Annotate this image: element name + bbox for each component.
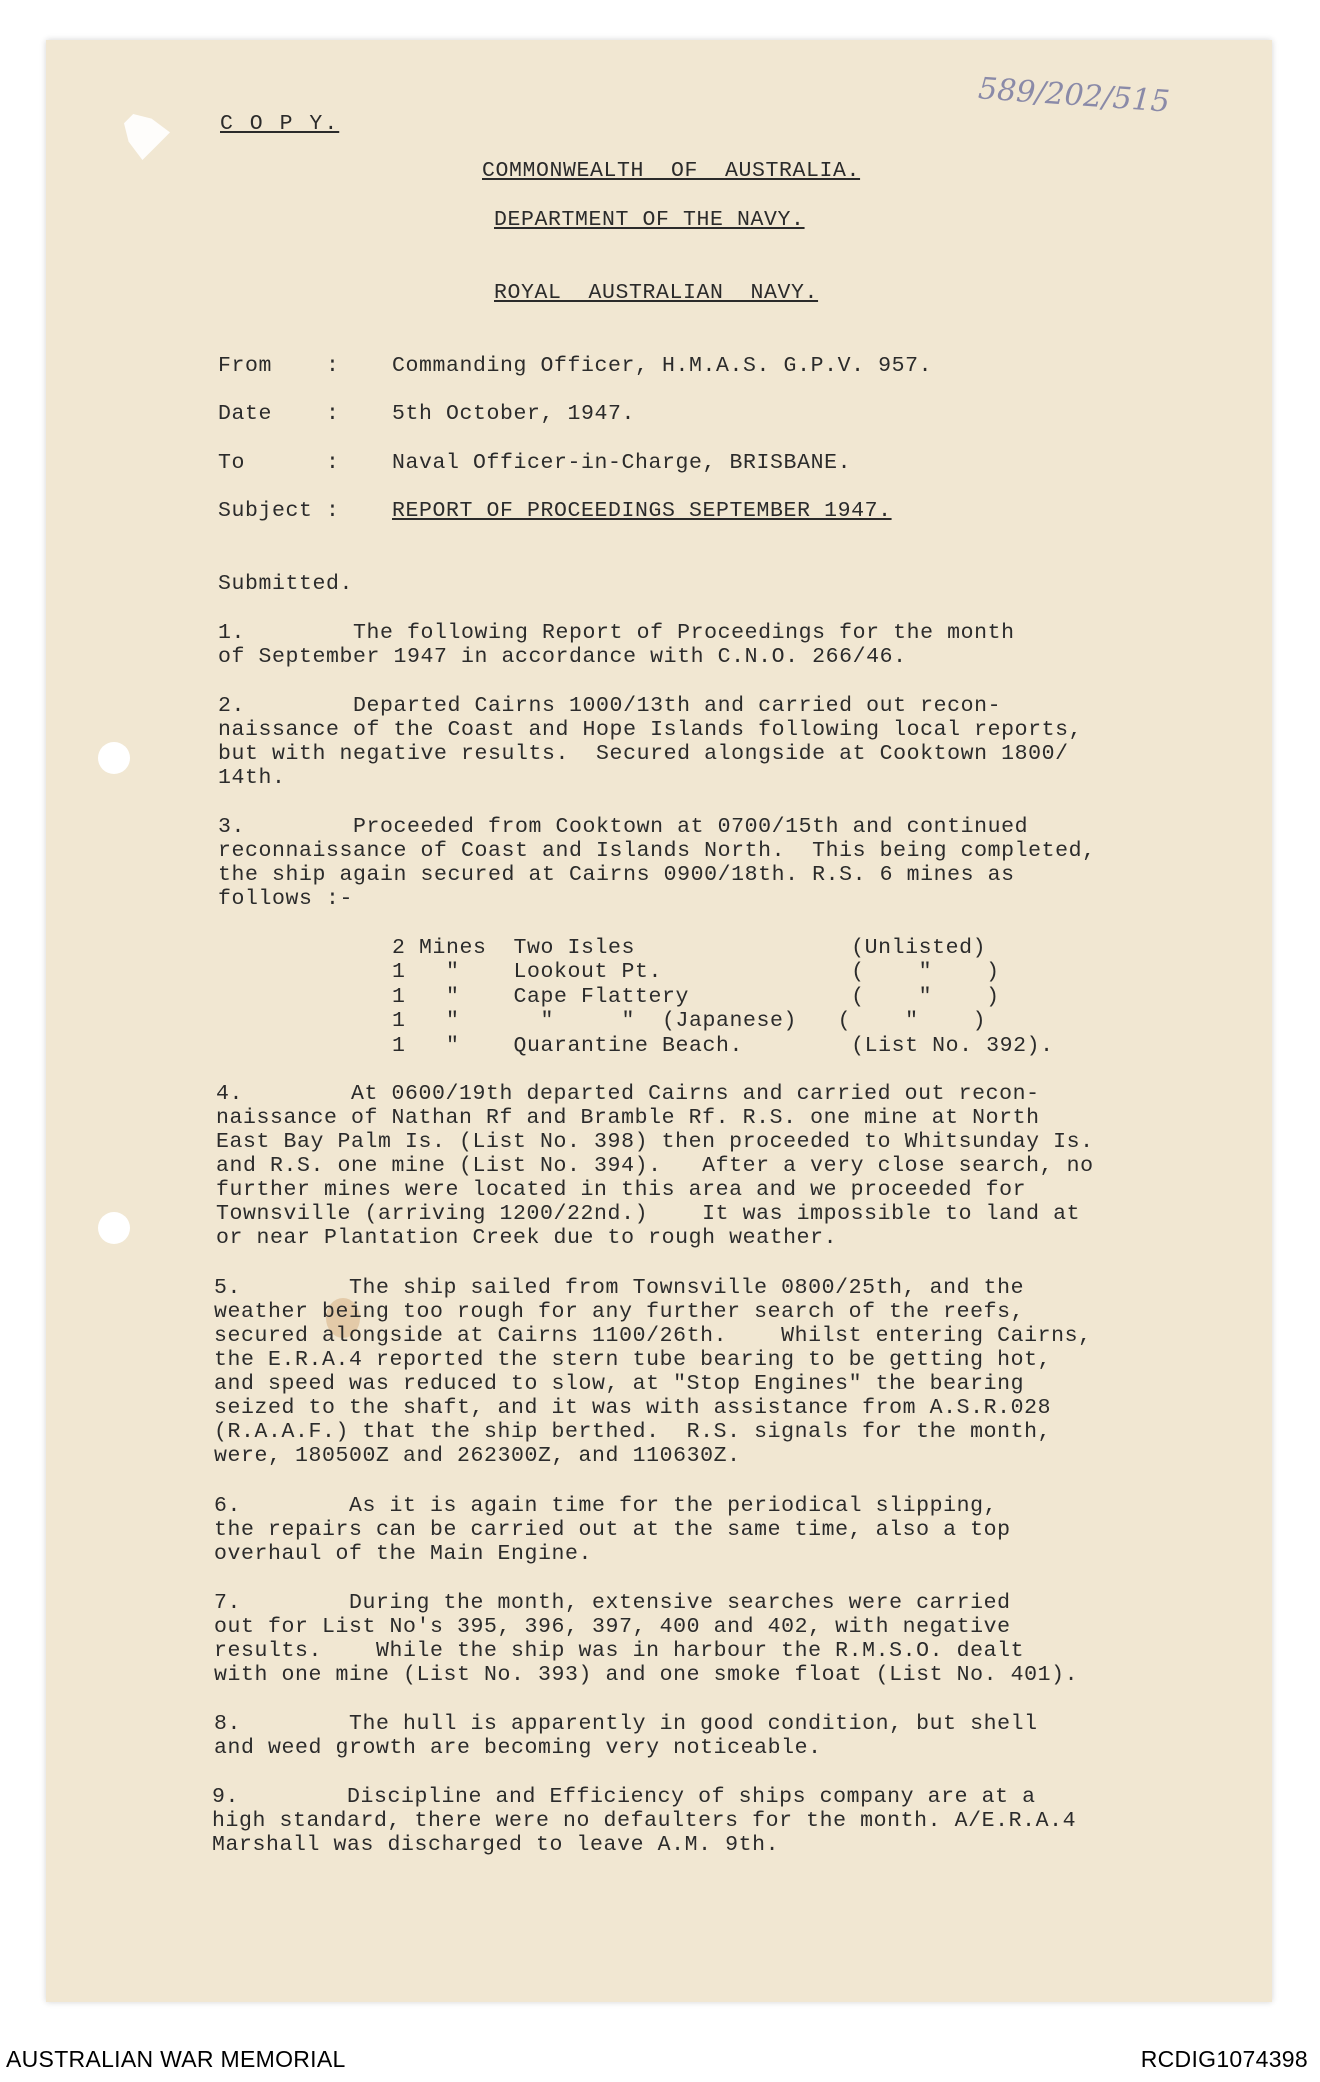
- paragraph-line: but with negative results. Secured alongside at Cooktown 1800/: [218, 742, 1069, 766]
- submitted-line: Submitted.: [218, 572, 354, 596]
- paragraph-line: and R.S. one mine (List No. 394). After a very close search, no: [216, 1154, 1094, 1178]
- paragraph-line: (R.A.A.F.) that the ship berthed. R.S. signals for the month,: [214, 1420, 1052, 1444]
- paragraph-line: high standard, there were no defaulters for the month. A/E.R.A.4: [212, 1809, 1077, 1833]
- paragraph-line: overhaul of the Main Engine.: [214, 1542, 593, 1566]
- paragraph-line: Townsville (arriving 1200/22nd.) It was impossible to land at: [216, 1202, 1081, 1226]
- paragraph-line: East Bay Palm Is. (List No. 398) then proceeded to Whitsunday Is.: [216, 1130, 1094, 1154]
- paragraph-line: naissance of the Coast and Hope Islands following local reports,: [218, 718, 1083, 742]
- paragraph-line: 5. The ship sailed from Townsville 0800/25th, and the: [214, 1276, 1025, 1300]
- to-label: To :: [218, 451, 340, 475]
- heading-department: DEPARTMENT OF THE NAVY.: [494, 208, 805, 232]
- date-value: 5th October, 1947.: [392, 402, 636, 426]
- paragraph-line: the E.R.A.4 reported the stern tube bearing to be getting hot,: [214, 1348, 1052, 1372]
- subject-value: REPORT OF PROCEEDINGS SEPTEMBER 1947.: [392, 499, 892, 523]
- paragraph-line: of September 1947 in accordance with C.N.O. 266/46.: [218, 645, 907, 669]
- paragraph-line: 2. Departed Cairns 1000/13th and carried out recon-: [218, 694, 1002, 718]
- paragraph-line: out for List No's 395, 396, 397, 400 and 402, with negative: [214, 1615, 1011, 1639]
- paragraph-line: follows :-: [218, 887, 354, 911]
- paragraph-line: were, 180500Z and 262300Z, and 110630Z.: [214, 1444, 741, 1468]
- heading-commonwealth: COMMONWEALTH OF AUSTRALIA.: [482, 159, 861, 183]
- footer-source: AUSTRALIAN WAR MEMORIAL: [6, 2046, 346, 2072]
- paragraph-line: 7. During the month, extensive searches were carried: [214, 1591, 1011, 1615]
- paragraph-line: further mines were located in this area and we proceeded for: [216, 1178, 1027, 1202]
- from-value: Commanding Officer, H.M.A.S. G.P.V. 957.: [392, 354, 933, 378]
- mine-row: 1 " " " (Japanese) ( " ): [392, 1009, 987, 1033]
- paragraph-line: and weed growth are becoming very noticeable.: [214, 1736, 822, 1760]
- paragraph-line: and speed was reduced to slow, at "Stop Engines" the bearing: [214, 1372, 1025, 1396]
- paragraph-line: or near Plantation Creek due to rough weather.: [216, 1226, 838, 1250]
- torn-corner: [124, 114, 170, 160]
- to-value: Naval Officer-in-Charge, BRISBANE.: [392, 451, 852, 475]
- date-label: Date :: [218, 402, 340, 426]
- mine-row: 1 " Quarantine Beach. (List No. 392).: [392, 1034, 1054, 1058]
- paragraph-line: the ship again secured at Cairns 0900/18th. R.S. 6 mines as: [218, 863, 1015, 887]
- paragraph-line: 9. Discipline and Efficiency of ships company are at a: [212, 1785, 1036, 1809]
- paragraph-line: weather being too rough for any further search of the reefs,: [214, 1300, 1025, 1324]
- paragraph-line: 4. At 0600/19th departed Cairns and carried out recon-: [216, 1082, 1040, 1106]
- paragraph-line: the repairs can be carried out at the same time, also a top: [214, 1518, 1011, 1542]
- punch-hole: [98, 742, 130, 774]
- paragraph-line: 14th.: [218, 766, 286, 790]
- paragraph-line: 1. The following Report of Proceedings for the month: [218, 621, 1015, 645]
- copy-label: C O P Y.: [220, 112, 340, 136]
- paragraph-line: 8. The hull is apparently in good condition, but shell: [214, 1712, 1038, 1736]
- paragraph-line: with one mine (List No. 393) and one smoke float (List No. 401).: [214, 1663, 1079, 1687]
- paragraph-line: results. While the ship was in harbour the R.M.S.O. dealt: [214, 1639, 1025, 1663]
- paragraph-line: reconnaissance of Coast and Islands North. This being completed,: [218, 839, 1096, 863]
- document-page: [46, 40, 1272, 2002]
- from-label: From :: [218, 354, 340, 378]
- paragraph-line: seized to the shaft, and it was with assistance from A.S.R.028: [214, 1396, 1052, 1420]
- paragraph-line: Marshall was discharged to leave A.M. 9th.: [212, 1833, 780, 1857]
- file-reference: 589/202/515: [977, 71, 1171, 120]
- heading-ran: ROYAL AUSTRALIAN NAVY.: [494, 281, 819, 305]
- mine-row: 1 " Cape Flattery ( " ): [392, 985, 1000, 1009]
- mine-row: 1 " Lookout Pt. ( " ): [392, 960, 1000, 984]
- subject-label: Subject :: [218, 499, 340, 523]
- punch-hole: [98, 1212, 130, 1244]
- footer-record-id: RCDIG1074398: [1140, 2046, 1308, 2072]
- paragraph-line: secured alongside at Cairns 1100/26th. Whilst entering Cairns,: [214, 1324, 1092, 1348]
- paragraph-line: 6. As it is again time for the periodical slipping,: [214, 1494, 998, 1518]
- paragraph-line: 3. Proceeded from Cooktown at 0700/15th and continued: [218, 815, 1029, 839]
- paragraph-line: naissance of Nathan Rf and Bramble Rf. R.S. one mine at North: [216, 1106, 1040, 1130]
- mine-row: 2 Mines Two Isles (Unlisted): [392, 936, 987, 960]
